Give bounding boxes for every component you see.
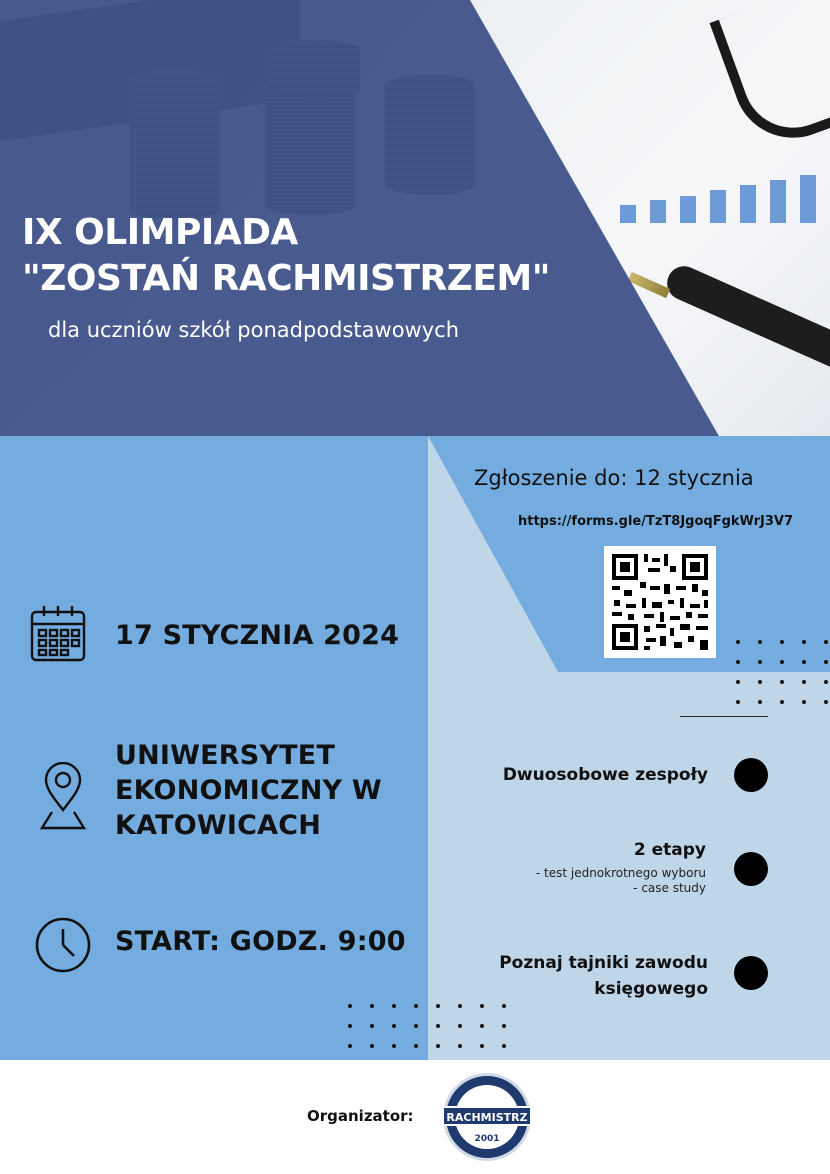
stage-detail-1: - test jednokrotnego wyboru <box>535 866 706 880</box>
bullet-circle <box>734 852 768 886</box>
logo-text: RACHMISTRZ <box>442 1106 532 1126</box>
event-date: 17 STYCZNIA 2024 <box>115 620 400 651</box>
profession-line-1: Poznaj tajniki zawodu <box>499 953 708 973</box>
feature-teams: Dwuosobowe zespoły <box>502 765 708 785</box>
stage-detail-2: - case study <box>633 881 706 895</box>
decorative-dots <box>348 1004 506 1048</box>
event-place <box>115 738 382 843</box>
feature-profession <box>430 950 708 1002</box>
title-line-2: "ZOSTAŃ RACHMISTRZEM" <box>22 258 551 299</box>
divider <box>680 716 768 717</box>
bullet-circle <box>734 956 768 990</box>
registration-link[interactable]: https://forms.gle/TzT8JgoqFgkWrJ3V7 <box>518 514 794 529</box>
clock-icon <box>34 916 92 974</box>
qr-code[interactable] <box>604 546 716 658</box>
profession-line-2: księgowego <box>594 979 708 999</box>
bullet-circle <box>734 758 768 792</box>
feature-stages-details <box>430 866 706 896</box>
place-line-3: KATOWICACH <box>115 810 322 841</box>
place-line-1: UNIWERSYTET <box>115 740 336 771</box>
decorative-dots <box>736 640 828 704</box>
footer <box>0 1060 830 1174</box>
place-line-2: EKONOMICZNY W <box>115 775 382 806</box>
page-title <box>22 210 550 302</box>
feature-stages: 2 etapy <box>633 840 706 860</box>
registration-deadline: Zgłoszenie do: 12 stycznia <box>474 466 754 490</box>
calendar-icon <box>30 604 86 664</box>
page-subtitle: dla uczniów szkół ponadpodstawowych <box>48 318 460 342</box>
location-pin-icon <box>38 762 88 832</box>
organizer-label: Organizator: <box>307 1107 414 1125</box>
title-line-1: IX OLIMPIADA <box>22 212 298 253</box>
event-start: START: GODZ. 9:00 <box>115 926 406 957</box>
logo-year: 2001 <box>474 1134 500 1144</box>
organizer-logo <box>443 1073 531 1161</box>
